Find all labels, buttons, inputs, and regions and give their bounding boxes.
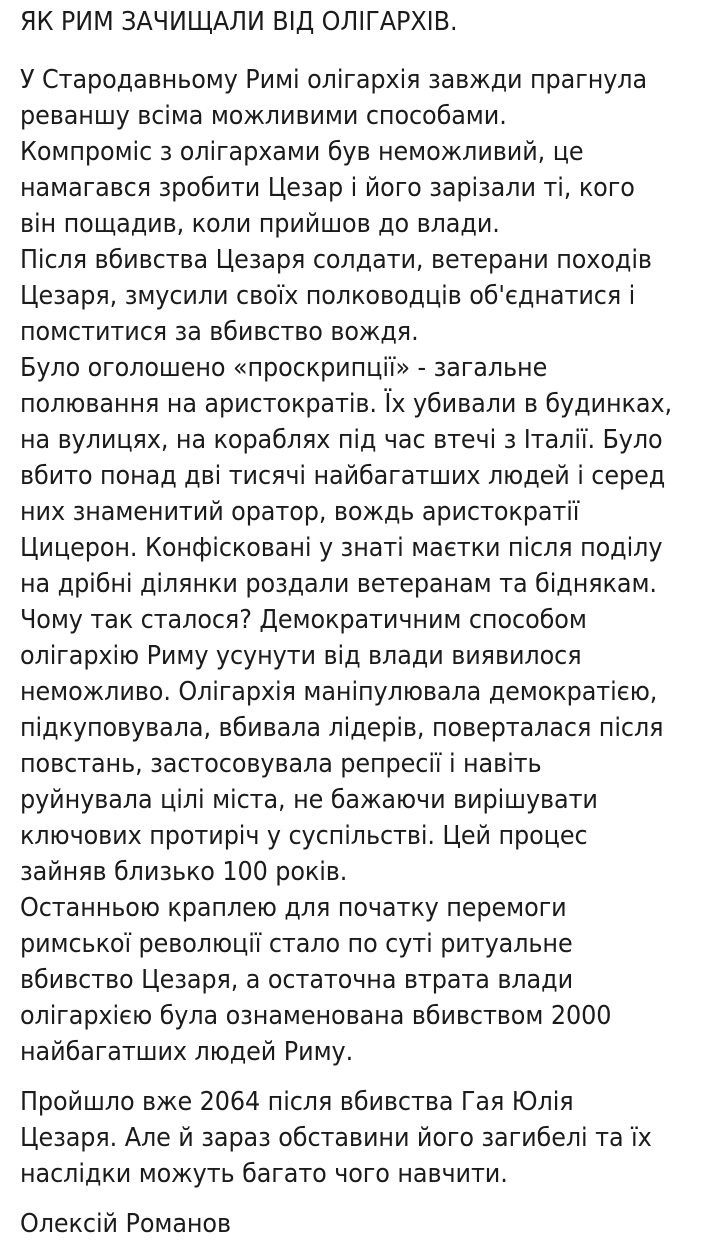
text-line: повстань, застосовувала репресії і навіть <box>20 749 542 779</box>
text-line: Чому так сталося? Демократичним способом <box>20 605 587 635</box>
main-paragraph <box>20 62 720 1070</box>
text-line: полювання на аристократів. Їх убивали в будинках, <box>20 389 673 419</box>
text-line: Цицерон. Конфісковані у знаті маєтки після поділу <box>20 533 663 563</box>
text-line: олігархією була ознаменована вбивством 2000 <box>20 1001 612 1031</box>
text-line: Після вбивства Цезаря солдати, ветерани походів <box>20 245 652 275</box>
text-line: римської революції стало по суті ритуальне <box>20 929 573 959</box>
text-line: помститися за вбивство вождя. <box>20 317 419 347</box>
author-name: Олексій Романов <box>20 1209 231 1239</box>
text-line: Останньою краплею для початку перемоги <box>20 893 567 923</box>
text-line: олігархію Риму усунути від влади виявилося <box>20 641 582 671</box>
post-title: ЯК РИМ ЗАЧИЩАЛИ ВІД ОЛІГАРХІВ. <box>20 7 458 37</box>
text-line: руйнувала цілі міста, не бажаючи вирішувати <box>20 785 598 815</box>
text-line: реваншу всіма можливими способами. <box>20 101 507 131</box>
text-line: них знаменитий оратор, вождь аристократії <box>20 497 580 527</box>
text-line: Цезаря, змусили своїх полководців об'єднатися і <box>20 281 636 311</box>
text-line: Компроміс з олігархами був неможливий, це <box>20 137 584 167</box>
text-line: на дрібні ділянки роздали ветеранам та біднякам. <box>20 569 657 599</box>
text-line: Цезаря. Але й зараз обставини його загибелі та їх <box>20 1123 652 1153</box>
text-line: неможливо. Олігархія маніпулювала демократією, <box>20 677 658 707</box>
text-line: вбито понад дві тисячі найбагатших людей і серед <box>20 461 666 491</box>
text-line: намагався зробити Цезар і його зарізали ті, кого <box>20 173 635 203</box>
author-signature <box>20 1206 720 1242</box>
text-line: зайняв близько 100 років. <box>20 857 348 887</box>
text-line: У Стародавньому Римі олігархія завжди прагнула <box>20 65 648 95</box>
text-line: вбивство Цезаря, а остаточна втрата влади <box>20 965 574 995</box>
text-line: Було оголошено «проскрипції» - загальне <box>20 353 548 383</box>
closing-paragraph <box>20 1084 720 1192</box>
text-line: підкуповувала, вбивала лідерів, поверталася після <box>20 713 664 743</box>
text-line: наслідки можуть багато чого навчити. <box>20 1159 508 1189</box>
text-line: найбагатших людей Риму. <box>20 1037 354 1067</box>
text-line: Пройшло вже 2064 після вбивства Гая Юлія <box>20 1087 574 1117</box>
text-line: на вулицях, на кораблях під час втечі з Італії. Було <box>20 425 663 455</box>
text-line: ключових протиріч у суспільстві. Цей процес <box>20 821 588 851</box>
text-line: він пощадив, коли прийшов до влади. <box>20 209 500 239</box>
